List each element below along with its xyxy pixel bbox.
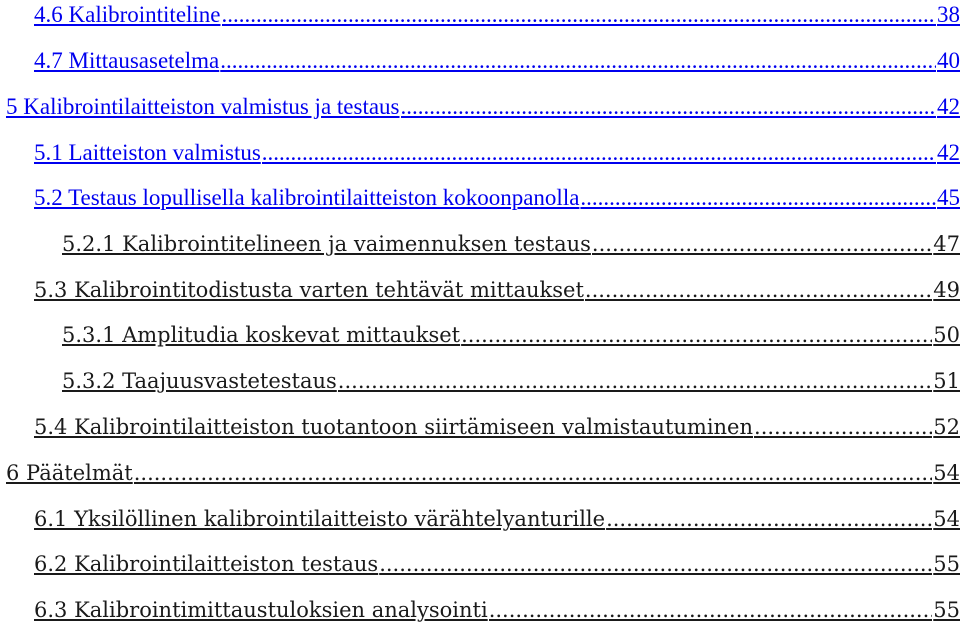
dot-leader	[379, 549, 932, 579]
toc-entry-page: 38	[937, 2, 960, 27]
toc-entry-title: 4.7 Mittausasetelma	[34, 48, 220, 73]
dot-leader	[220, 46, 936, 76]
dot-leader	[606, 504, 932, 534]
toc-entry-title: 5.3.2 Taajuusvastetestaus	[62, 369, 337, 393]
toc-entry-page: 51	[933, 369, 960, 393]
toc-entry-page: 50	[933, 323, 960, 347]
toc-entry-title: 6.2 Kalibrointilaitteiston testaus	[34, 552, 379, 576]
toc-entry-title: 5.4 Kalibrointilaitteiston tuotantoon siirtämiseen valmistautuminen	[34, 415, 754, 439]
toc-entry-page: 49	[933, 278, 960, 302]
toc-entry-title: 6.3 Kalibrointimittaustuloksien analysointi	[34, 598, 488, 622]
toc-entry-page: 42	[937, 94, 960, 119]
toc-entry-5-4[interactable]	[34, 412, 960, 442]
dot-leader	[262, 138, 936, 168]
toc-entry-page: 47	[933, 232, 960, 256]
toc-entry-5[interactable]	[6, 92, 960, 122]
toc-entry-5-1[interactable]	[34, 138, 960, 168]
toc-entry-page: 52	[933, 415, 960, 439]
toc-entry-page: 42	[937, 140, 960, 165]
toc-entry-4-7[interactable]	[34, 46, 960, 76]
toc-entry-title: 5.1 Laitteiston valmistus	[34, 140, 261, 165]
toc-entry-page: 55	[933, 552, 960, 576]
dot-leader	[754, 412, 932, 442]
dot-leader	[401, 92, 936, 122]
toc-entry-6[interactable]	[6, 458, 960, 488]
toc-entry-5-3-1[interactable]	[62, 320, 960, 350]
toc-entry-title: 5.2.1 Kalibrointitelineen ja vaimennuksen testaus	[62, 232, 591, 256]
toc-entry-6-3[interactable]	[34, 595, 960, 625]
toc-entry-page: 54	[933, 507, 960, 531]
dot-leader	[222, 0, 936, 30]
toc-entry-title: 5.2 Testaus lopullisella kalibrointilaitteiston kokoonpanolla	[34, 185, 580, 210]
toc-entry-5-3-2[interactable]	[62, 366, 960, 396]
toc-entry-page: 55	[933, 598, 960, 622]
dot-leader	[461, 320, 932, 350]
toc-entry-title: 6 Päätelmät	[6, 461, 133, 485]
toc-entry-title: 6.1 Yksilöllinen kalibrointilaitteisto värähtelyanturille	[34, 507, 606, 531]
toc-entry-title: 5.3.1 Amplitudia koskevat mittaukset	[62, 323, 461, 347]
toc-entry-title: 5 Kalibrointilaitteiston valmistus ja testaus	[6, 94, 400, 119]
toc-entry-page: 45	[937, 185, 960, 210]
toc-entry-5-2-1[interactable]	[62, 229, 960, 259]
dot-leader	[585, 275, 932, 305]
dot-leader	[592, 229, 932, 259]
toc-entry-page: 54	[933, 461, 960, 485]
toc-entry-5-3[interactable]	[34, 275, 960, 305]
dot-leader	[489, 595, 933, 625]
toc-entry-title: 4.6 Kalibrointiteline	[34, 2, 221, 27]
toc-entry-page: 40	[937, 48, 960, 73]
dot-leader	[580, 183, 936, 213]
toc-entry-4-6[interactable]	[34, 0, 960, 30]
toc-entry-6-1[interactable]	[34, 504, 960, 534]
dot-leader	[338, 366, 932, 396]
toc-entry-6-2[interactable]	[34, 549, 960, 579]
toc-entry-title: 5.3 Kalibrointitodistusta varten tehtävät mittaukset	[34, 278, 584, 302]
dot-leader	[134, 458, 933, 488]
toc-entry-5-2[interactable]	[34, 183, 960, 213]
